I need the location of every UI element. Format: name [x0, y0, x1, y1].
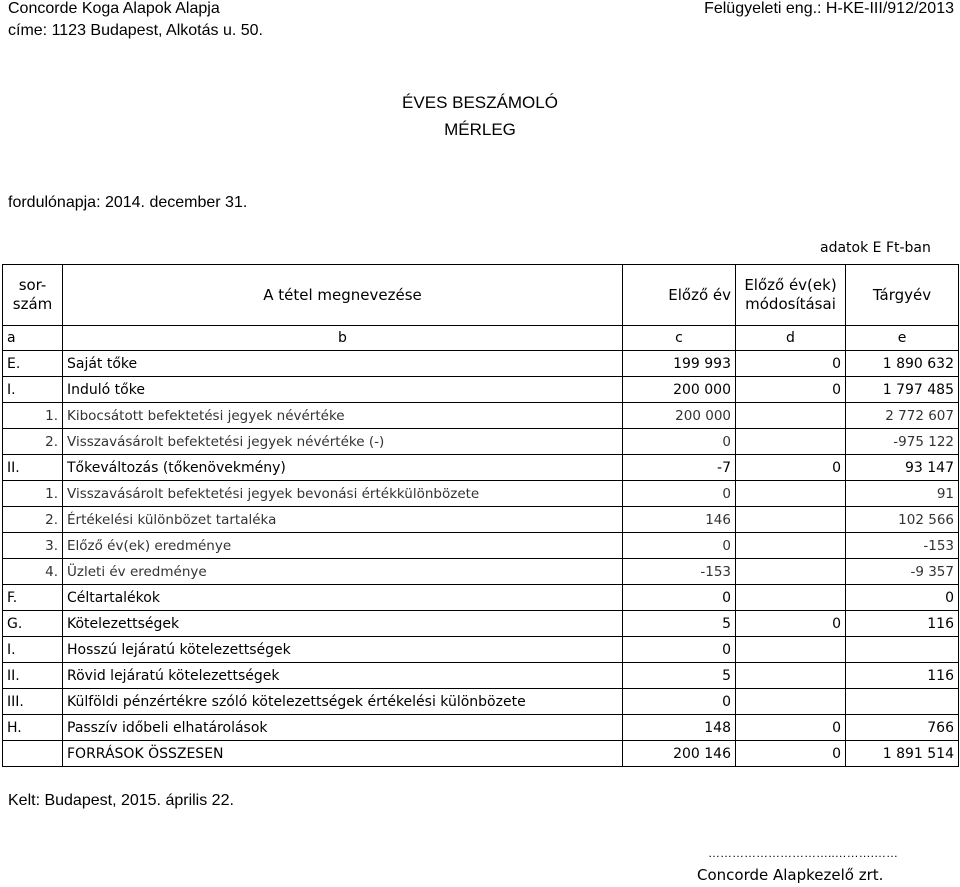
header-current-year: Tárgyév [846, 265, 959, 326]
column-letter: a [3, 326, 63, 351]
row-name: Induló tőke [63, 377, 623, 403]
row-adjustment [736, 689, 846, 715]
row-name: Saját tőke [63, 351, 623, 377]
column-letter: d [736, 326, 846, 351]
row-current-year: 91 [846, 481, 959, 507]
row-adjustment [736, 559, 846, 585]
unit-note: adatok E Ft-ban [820, 240, 931, 256]
row-code: 4. [3, 559, 63, 585]
table-row [3, 741, 959, 767]
row-adjustment [736, 403, 846, 429]
row-code: II. [3, 663, 63, 689]
row-prev-year: 5 [623, 611, 736, 637]
row-code: II. [3, 455, 63, 481]
row-code [3, 741, 63, 767]
row-name: Előző év(ek) eredménye [63, 533, 623, 559]
row-name: Hosszú lejáratú kötelezettségek [63, 637, 623, 663]
table-row [3, 715, 959, 741]
table-row [3, 481, 959, 507]
row-code: 2. [3, 507, 63, 533]
row-current-year: 1 891 514 [846, 741, 959, 767]
row-prev-year: -153 [623, 559, 736, 585]
row-code: 3. [3, 533, 63, 559]
table-row [3, 429, 959, 455]
table-row [3, 559, 959, 585]
header-name: A tétel megnevezése [63, 265, 623, 326]
row-current-year: 766 [846, 715, 959, 741]
row-code: F. [3, 585, 63, 611]
row-adjustment: 0 [736, 455, 846, 481]
dated-place: Kelt: Budapest, 2015. április 22. [8, 792, 234, 809]
fund-name: Concorde Koga Alapok Alapja [8, 0, 220, 17]
row-current-year: -153 [846, 533, 959, 559]
row-name: Rövid lejáratú kötelezettségek [63, 663, 623, 689]
row-name: Kötelezettségek [63, 611, 623, 637]
row-adjustment: 0 [736, 377, 846, 403]
fund-address: címe: 1123 Budapest, Alkotás u. 50. [8, 22, 263, 39]
table-row [3, 455, 959, 481]
row-prev-year: 200 000 [623, 377, 736, 403]
row-name: FORRÁSOK ÖSSZESEN [63, 741, 623, 767]
header-code: sor- szám [3, 265, 63, 326]
row-code: I. [3, 377, 63, 403]
signature-line: …………………………..……….…… [708, 846, 899, 860]
table-row [3, 585, 959, 611]
row-name: Visszavásárolt befektetési jegyek bevonási értékkülönbözete [63, 481, 623, 507]
row-prev-year: 200 146 [623, 741, 736, 767]
row-current-year: 2 772 607 [846, 403, 959, 429]
table-row [3, 403, 959, 429]
row-code: 2. [3, 429, 63, 455]
row-name: Üzleti év eredménye [63, 559, 623, 585]
balance-sheet-table [2, 264, 959, 767]
table-row [3, 351, 959, 377]
row-current-year [846, 689, 959, 715]
row-adjustment: 0 [736, 715, 846, 741]
column-letter: e [846, 326, 959, 351]
row-current-year: 1 797 485 [846, 377, 959, 403]
column-letter: b [63, 326, 623, 351]
report-title: ÉVES BESZÁMOLÓ [402, 93, 558, 112]
header-prev-year: Előző év [623, 265, 736, 326]
column-letter-row [3, 326, 959, 351]
row-name: Külföldi pénzértékre szóló kötelezettségek értékelési különbözete [63, 689, 623, 715]
row-prev-year: 0 [623, 533, 736, 559]
row-code: I. [3, 637, 63, 663]
row-adjustment [736, 533, 846, 559]
row-prev-year: 200 000 [623, 403, 736, 429]
row-prev-year: 0 [623, 637, 736, 663]
row-name: Értékelési különbözet tartaléka [63, 507, 623, 533]
row-current-year: 0 [846, 585, 959, 611]
table-row [3, 611, 959, 637]
row-name: Visszavásárolt befektetési jegyek névértéke (-) [63, 429, 623, 455]
row-adjustment: 0 [736, 611, 846, 637]
row-current-year [846, 637, 959, 663]
row-name: Céltartalékok [63, 585, 623, 611]
reporting-date: fordulónapja: 2014. december 31. [8, 194, 248, 211]
row-code: E. [3, 351, 63, 377]
row-adjustment [736, 637, 846, 663]
row-prev-year: 0 [623, 585, 736, 611]
row-name: Tőkeváltozás (tőkenövekmény) [63, 455, 623, 481]
table-row [3, 507, 959, 533]
table-header-row [3, 265, 959, 326]
row-current-year: 102 566 [846, 507, 959, 533]
table-row [3, 663, 959, 689]
supervision-license: Felügyeleti eng.: H-KE-III/912/2013 [704, 0, 954, 17]
row-prev-year: 148 [623, 715, 736, 741]
row-adjustment: 0 [736, 741, 846, 767]
header-adjustments: Előző év(ek) módosításai [736, 265, 846, 326]
row-adjustment [736, 507, 846, 533]
column-letter: c [623, 326, 736, 351]
table-row [3, 689, 959, 715]
row-adjustment [736, 481, 846, 507]
signatory-name: Concorde Alapkezelő zrt. [697, 866, 884, 884]
row-code: H. [3, 715, 63, 741]
table-row [3, 377, 959, 403]
row-adjustment: 0 [736, 351, 846, 377]
row-code: III. [3, 689, 63, 715]
row-prev-year: 0 [623, 689, 736, 715]
row-prev-year: 0 [623, 429, 736, 455]
row-prev-year: 5 [623, 663, 736, 689]
row-prev-year: 146 [623, 507, 736, 533]
row-prev-year: 199 993 [623, 351, 736, 377]
row-current-year: 93 147 [846, 455, 959, 481]
row-code: 1. [3, 481, 63, 507]
row-adjustment [736, 585, 846, 611]
row-current-year: 116 [846, 611, 959, 637]
row-name: Passzív időbeli elhatárolások [63, 715, 623, 741]
statement-title: MÉRLEG [444, 120, 516, 139]
row-current-year: 116 [846, 663, 959, 689]
row-code: G. [3, 611, 63, 637]
row-prev-year: 0 [623, 481, 736, 507]
table-row [3, 533, 959, 559]
row-code: 1. [3, 403, 63, 429]
row-name: Kibocsátott befektetési jegyek névértéke [63, 403, 623, 429]
row-adjustment [736, 429, 846, 455]
row-current-year: -9 357 [846, 559, 959, 585]
row-current-year: -975 122 [846, 429, 959, 455]
row-prev-year: -7 [623, 455, 736, 481]
row-current-year: 1 890 632 [846, 351, 959, 377]
row-adjustment [736, 663, 846, 689]
table-row [3, 637, 959, 663]
